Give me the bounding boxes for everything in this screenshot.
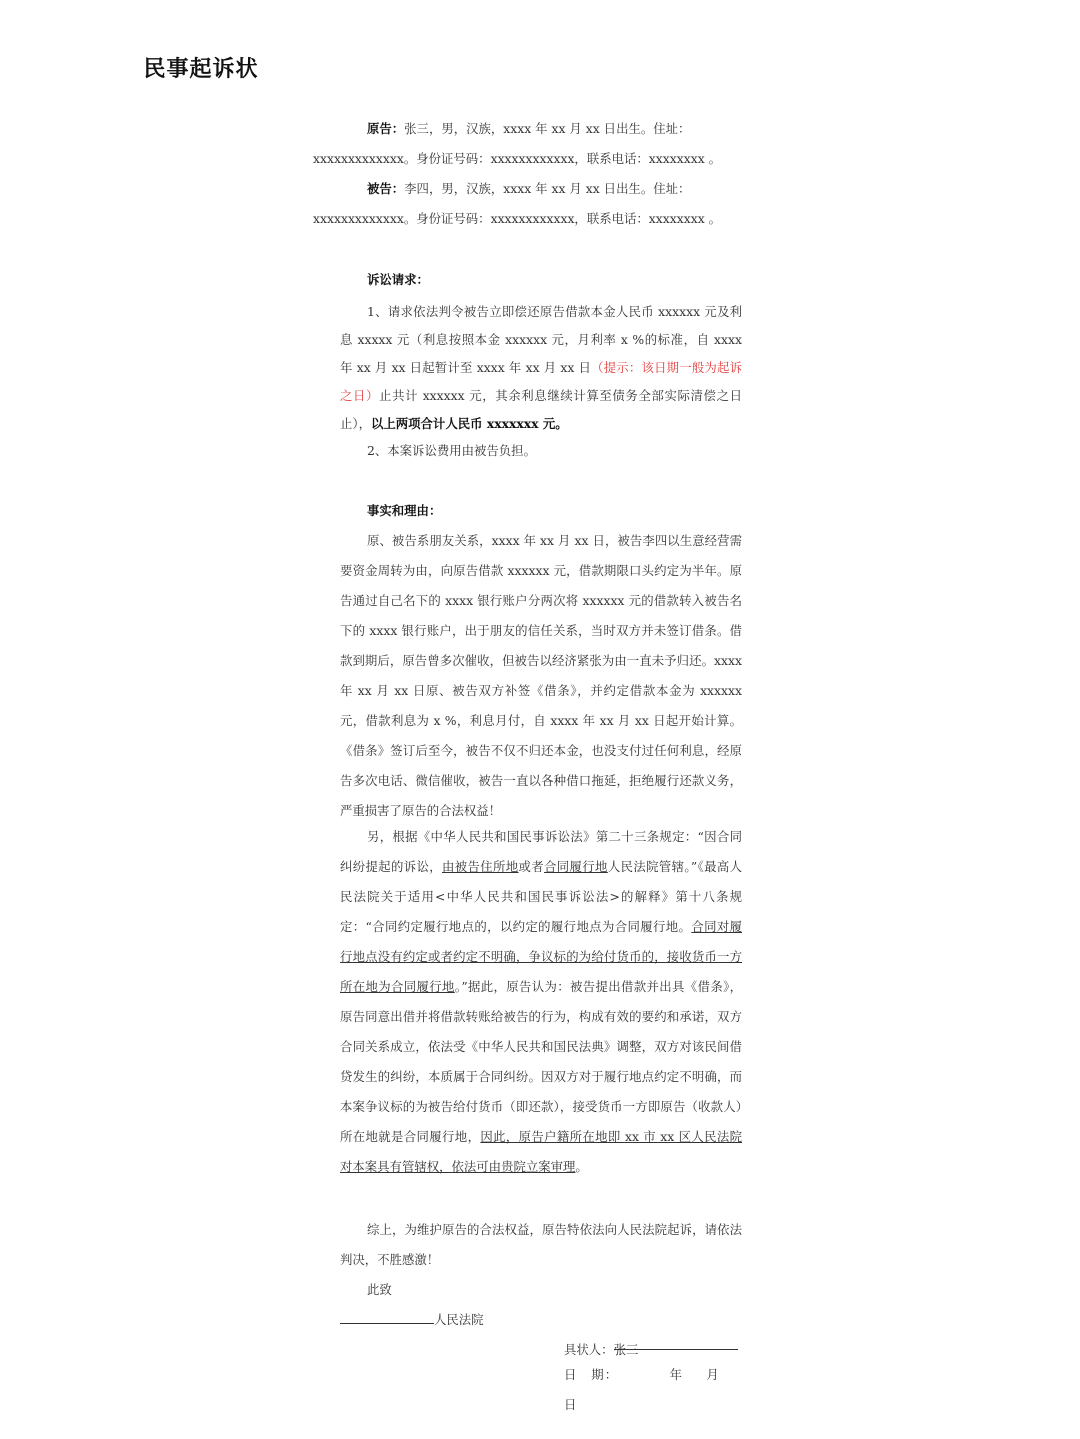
claim-total: 以上两项合计人民币 xxxxxxx 元。 [370,416,568,431]
signer-label: 具状人： [564,1342,614,1357]
signer-name: 张三 [613,1342,639,1357]
plaintiff-info [313,114,742,174]
facts-p2-part-e: 。 [575,1159,588,1174]
document-title: 民事起诉状 [143,56,259,82]
facts-p2-part-c: 人民法院管辖。”《最高人民法院关于适用<中华人民共和国民事诉讼法>的解释》第十八条规定：“合同约定履行地点的，以约定的履行地点为合同履行地。 [340,859,743,934]
facts-p2-underline-1: 由被告住所地 [442,859,519,874]
plaintiff-line2: xxxxxxxxxxxxx。身份证号码：xxxxxxxxxxxx，联系电话：xxxxxxxx 。 [313,151,722,166]
plaintiff-label: 原告： [367,121,405,136]
plaintiff-line1: 张三，男，汉族，xxxx 年 xx 月 xx 日出生。住址： [404,121,691,136]
date-day: 日 [564,1397,577,1412]
claim-item-2: 2、本案诉讼费用由被告负担。 [367,443,536,458]
claim-item-1-rest: 止共计 xxxxxx 元，其余利息继续计算至债务全部实际清偿之日止）， [340,388,742,431]
facts-paragraph-3: 综上，为维护原告的合法权益，原告特依法向人民法院起诉，请依法判决，不胜感激！ [340,1222,742,1267]
closing-to: 此致 [367,1282,392,1297]
facts-p2-underline-3: 合同对履行地点没有约定或者约定不明确，争议标的为给付货币的，接收货币一方所在地为合同履行地 [340,919,742,994]
claim-item-1 [340,298,742,438]
court-suffix: 人民法院 [434,1312,484,1327]
facts-p2-underline-2: 合同履行地 [544,859,608,874]
facts-paragraph-1: 原、被告系朋友关系，xxxx 年 xx 月 xx 日，被告李四以生意经营需要资金周转为由，向原告借款 xxxxxx 元，借款期限口头约定为半年。原告通过自己名下的 xxxx 银行账户分两次将 xxxxxx 元的借款转入被告名下的 xxxx 银行账户，出于朋友的信任关系，当时双方并未签订借条。借款到期后，原告曾多次催收，但被告以经济紧张为由一直未予归还。xxxx 年 xx 月 xx 日原、被告双方补签《借条》，并约定借款本金为 xxxxxx 元，借款利息为 x %，利息月付，自 xxxx 年 xx 月 xx 日起开始计算。《借条》签订后至今，被告不仅不归还本金，也没支付过任何利息，经原告多次电话、微信催收，被告一直以各种借口拖延，拒绝履行还款义务，严重损害了原告的合法权益！ [340,533,742,818]
defendant-label: 被告： [367,181,405,196]
court-line [340,1305,742,1335]
defendant-info [313,174,742,234]
facts-paragraph-2 [340,822,742,1182]
facts-heading: 事实和理由： [367,503,442,518]
defendant-line1: 李四，男，汉族，xxxx 年 xx 月 xx 日出生。住址： [404,181,691,196]
claim-item-1-text: 1、请求依法判令被告立即偿还原告借款本金人民币 xxxxxx 元及利息 xxxxx 元（利息按照本金 xxxxxx 元，月利率 x %的标准，自 xxxx 年 xx 月 xx 日起暂计至 xxxx 年 xx 月 xx 日 [340,304,742,375]
court-name-blank [340,1309,434,1324]
date-label: 日 期： [564,1367,619,1382]
date-year: 年 [668,1367,684,1382]
claim-date-hint: （提示：该日期一般为起诉之日） [340,360,742,403]
facts-p2-underline-4: 因此，原告户籍所在地即 xx 市 xx 区人民法院对本案具有管辖权，依法可由贵院立案审理 [340,1129,742,1174]
claims-heading: 诉讼请求： [367,272,429,287]
facts-p2-part-a: 另，根据《中华人民共和国民事诉讼法》第二十三条规定：“因合同纠纷提起的诉讼， [340,829,742,874]
facts-p2-part-b: 或者 [518,859,545,874]
signer-blank [613,1335,738,1357]
date-line [564,1360,742,1420]
facts-p2-part-d: 。”据此，原告认为：被告提出借款并出具《借条》，原告同意出借并将借款转账给被告的行为，构成有效的要约和承诺，双方合同关系成立，依法受《中华人民共和国民法典》调整，双方对该民间借贷发生的纠纷，本质属于合同纠纷。因双方对于履行地点约定不明确，而本案争议标的为被告给付货币（即还款），接受货币一方即原告（收款人）所在地就是合同履行地， [340,979,743,1144]
defendant-line2: xxxxxxxxxxxxx。身份证号码：xxxxxxxxxxxx，联系电话：xxxxxxxx 。 [313,211,722,226]
date-month: 月 [705,1367,721,1382]
